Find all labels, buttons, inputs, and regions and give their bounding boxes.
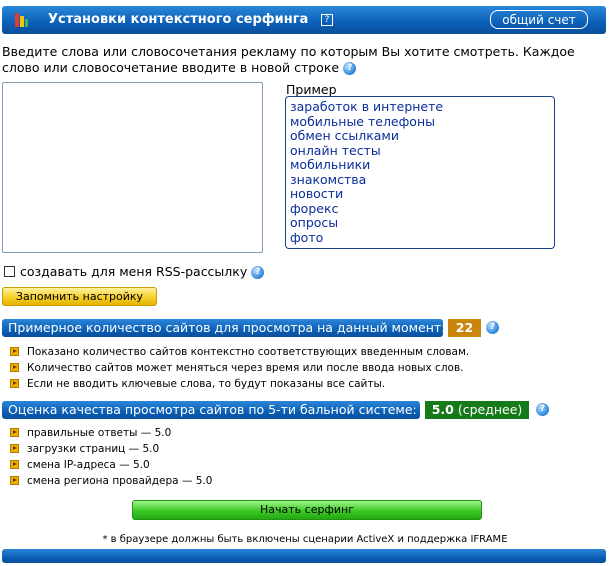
rss-checkbox[interactable]	[4, 266, 15, 277]
start-surfing-button[interactable]: Начать серфинг	[132, 500, 482, 520]
quality-score-badge	[425, 401, 529, 419]
list-item: смена региона провайдера — 5.0	[10, 475, 212, 487]
bullet-arrow-icon	[10, 379, 19, 388]
footer-bar	[2, 549, 606, 563]
rss-row	[20, 264, 264, 279]
settings-header	[2, 6, 606, 34]
example-item: мобильники	[290, 157, 371, 172]
intro-text-block	[2, 44, 606, 76]
rss-checkbox-label: создавать для меня RSS-рассылку	[20, 264, 248, 279]
example-item: заработок в интернете	[290, 99, 444, 114]
example-item: опросы	[290, 215, 339, 230]
help-icon[interactable]: ?	[343, 62, 356, 75]
help-icon[interactable]: ?	[251, 266, 264, 279]
quality-score: 5.0	[431, 402, 454, 417]
list-item: Показано количество сайтов контекстно соответствующих введенным словам.	[10, 346, 469, 358]
example-list	[285, 96, 555, 249]
bullet-arrow-icon	[10, 476, 19, 485]
list-item: правильные ответы — 5.0	[10, 427, 171, 439]
example-item: новости	[290, 186, 344, 201]
quality-score-label: (среднее)	[457, 402, 523, 417]
page-title: Установки контекстного серфинга	[48, 12, 309, 27]
example-item: обмен ссылками	[290, 128, 399, 143]
app-logo-icon	[12, 11, 30, 29]
help-icon[interactable]: ?	[486, 321, 499, 334]
common-account-button[interactable]: общий счет	[490, 10, 588, 29]
footnote: * в браузере должны быть включены сценарии ActiveX и поддержка IFRAME	[102, 534, 508, 545]
example-item: фото	[290, 229, 324, 245]
example-item: знакомства	[290, 171, 367, 187]
bullet-arrow-icon	[10, 347, 19, 356]
sites-count-title: Примерное количество сайтов для просмотра на данный момент:	[2, 319, 443, 337]
help-icon[interactable]: ?	[321, 14, 333, 26]
intro-text: Введите слова или словосочетания рекламу по которым Вы хотите смотреть. Каждое слово или словосочетание вводите в новой строке	[2, 44, 575, 75]
list-item: загрузки страниц — 5.0	[10, 443, 159, 455]
bullet-arrow-icon	[10, 444, 19, 453]
list-item: Количество сайтов может меняться через время или после ввода новых слов.	[10, 362, 463, 374]
example-label: Пример	[286, 82, 337, 97]
example-item: форекс	[290, 200, 339, 216]
save-settings-button[interactable]: Запомнить настройку	[2, 287, 157, 306]
bullet-arrow-icon	[10, 428, 19, 437]
bullet-arrow-icon	[10, 460, 19, 469]
example-item: мобильные телефоны	[290, 113, 436, 129]
help-icon[interactable]: ?	[536, 403, 549, 416]
list-item: Если не вводить ключевые слова, то будут показаны все сайты.	[10, 378, 385, 390]
bullet-arrow-icon	[10, 363, 19, 372]
keywords-textarea[interactable]	[2, 82, 263, 253]
example-item: онлайн тесты	[290, 142, 381, 158]
list-item: смена IP-адреса — 5.0	[10, 459, 150, 471]
quality-title: Оценка качества просмотра сайтов по 5-ти бальной системе:	[2, 401, 420, 419]
sites-count-badge: 22	[448, 319, 481, 337]
